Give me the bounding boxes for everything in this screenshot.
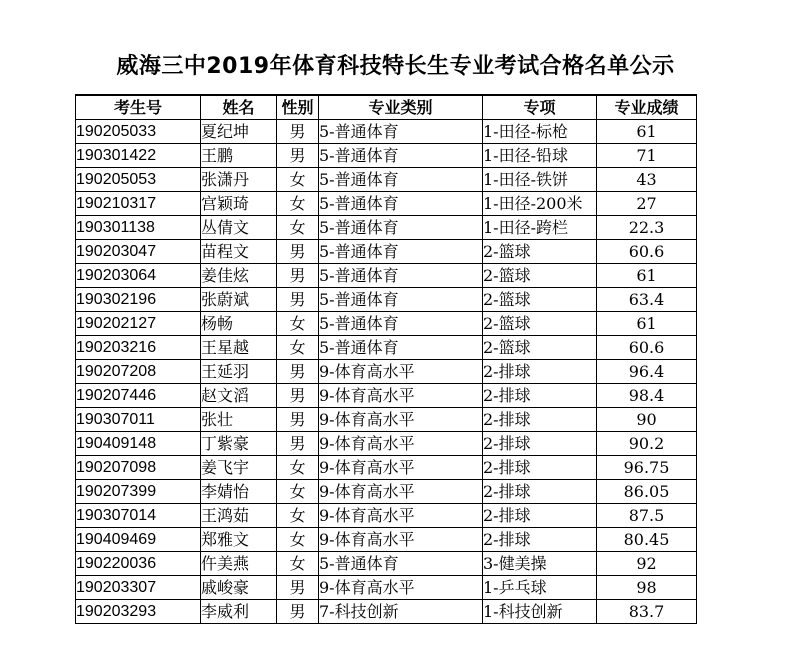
cell-category: 5-普通体育 [319, 168, 483, 192]
cell-category: 5-普通体育 [319, 216, 483, 240]
cell-exam-number: 190205053 [76, 168, 201, 192]
header-exam-number: 考生号 [76, 95, 201, 120]
table-row [76, 384, 697, 408]
cell-name: 王星越 [201, 336, 277, 360]
table-row [76, 552, 697, 576]
cell-category: 9-体育高水平 [319, 408, 483, 432]
cell-score: 87.5 [597, 504, 697, 528]
cell-name: 李威利 [201, 600, 277, 624]
cell-sex: 男 [277, 408, 319, 432]
cell-name: 戚峻豪 [201, 576, 277, 600]
cell-specialty: 3-健美操 [483, 552, 597, 576]
header-specialty: 专项 [483, 95, 597, 120]
cell-name: 丛倩文 [201, 216, 277, 240]
cell-specialty: 2-篮球 [483, 288, 597, 312]
cell-name: 赵文滔 [201, 384, 277, 408]
cell-specialty: 2-排球 [483, 408, 597, 432]
cell-sex: 女 [277, 552, 319, 576]
header-category: 专业类别 [319, 95, 483, 120]
table-row [76, 480, 697, 504]
cell-exam-number: 190207399 [76, 480, 201, 504]
cell-exam-number: 190210317 [76, 192, 201, 216]
table-row [76, 240, 697, 264]
cell-specialty: 1-田径-200米 [483, 192, 597, 216]
cell-name: 丁紫豪 [201, 432, 277, 456]
cell-name: 张壮 [201, 408, 277, 432]
cell-name: 姜佳炫 [201, 264, 277, 288]
cell-name: 杨畅 [201, 312, 277, 336]
header-score: 专业成绩 [597, 95, 697, 120]
cell-category: 5-普通体育 [319, 240, 483, 264]
header-sex: 性别 [277, 95, 319, 120]
cell-specialty: 2-篮球 [483, 264, 597, 288]
cell-sex: 女 [277, 456, 319, 480]
table-row [76, 432, 697, 456]
cell-sex: 女 [277, 528, 319, 552]
cell-category: 9-体育高水平 [319, 576, 483, 600]
cell-specialty: 2-篮球 [483, 312, 597, 336]
cell-score: 60.6 [597, 336, 697, 360]
table-row [76, 168, 697, 192]
cell-category: 9-体育高水平 [319, 384, 483, 408]
cell-exam-number: 190301138 [76, 216, 201, 240]
cell-exam-number: 190307011 [76, 408, 201, 432]
cell-exam-number: 190203293 [76, 600, 201, 624]
cell-sex: 女 [277, 480, 319, 504]
cell-specialty: 1-田径-铅球 [483, 144, 597, 168]
cell-sex: 男 [277, 432, 319, 456]
cell-category: 9-体育高水平 [319, 432, 483, 456]
cell-exam-number: 190207208 [76, 360, 201, 384]
table-row [76, 216, 697, 240]
cell-sex: 女 [277, 336, 319, 360]
table-row [76, 288, 697, 312]
cell-score: 90 [597, 408, 697, 432]
table-row [76, 456, 697, 480]
cell-name: 姜飞宇 [201, 456, 277, 480]
cell-sex: 男 [277, 288, 319, 312]
cell-specialty: 2-排球 [483, 360, 597, 384]
table-body [76, 120, 697, 624]
cell-name: 夏纪坤 [201, 120, 277, 144]
cell-exam-number: 190207446 [76, 384, 201, 408]
cell-name: 宫颖琦 [201, 192, 277, 216]
cell-category: 5-普通体育 [319, 192, 483, 216]
cell-name: 仵美燕 [201, 552, 277, 576]
cell-category: 9-体育高水平 [319, 360, 483, 384]
cell-category: 9-体育高水平 [319, 480, 483, 504]
cell-name: 郑雅文 [201, 528, 277, 552]
cell-score: 61 [597, 120, 697, 144]
cell-name: 张潇丹 [201, 168, 277, 192]
page-title: 威海三中2019年体育科技特长生专业考试合格名单公示 [116, 54, 675, 79]
cell-category: 5-普通体育 [319, 336, 483, 360]
cell-score: 61 [597, 264, 697, 288]
cell-exam-number: 190220036 [76, 552, 201, 576]
table-row [76, 120, 697, 144]
cell-name: 王鸿茹 [201, 504, 277, 528]
cell-sex: 男 [277, 576, 319, 600]
table-row [76, 600, 697, 624]
table-row [76, 576, 697, 600]
cell-specialty: 2-排球 [483, 504, 597, 528]
table-row [76, 336, 697, 360]
table-row [76, 408, 697, 432]
cell-score: 96.4 [597, 360, 697, 384]
table-row [76, 504, 697, 528]
cell-specialty: 1-科技创新 [483, 600, 597, 624]
table-header [76, 95, 697, 120]
table-row [76, 144, 697, 168]
cell-score: 83.7 [597, 600, 697, 624]
cell-sex: 男 [277, 600, 319, 624]
cell-exam-number: 190203047 [76, 240, 201, 264]
cell-score: 63.4 [597, 288, 697, 312]
cell-exam-number: 190202127 [76, 312, 201, 336]
cell-specialty: 2-排球 [483, 384, 597, 408]
table-row [76, 312, 697, 336]
cell-specialty: 1-田径-铁饼 [483, 168, 597, 192]
cell-specialty: 2-排球 [483, 528, 597, 552]
cell-name: 张蔚斌 [201, 288, 277, 312]
cell-category: 5-普通体育 [319, 120, 483, 144]
cell-exam-number: 190307014 [76, 504, 201, 528]
table-row [76, 360, 697, 384]
cell-sex: 女 [277, 216, 319, 240]
cell-category: 9-体育高水平 [319, 504, 483, 528]
table-row [76, 192, 697, 216]
cell-exam-number: 190301422 [76, 144, 201, 168]
cell-score: 96.75 [597, 456, 697, 480]
cell-exam-number: 190203216 [76, 336, 201, 360]
cell-exam-number: 190302196 [76, 288, 201, 312]
cell-specialty: 2-排球 [483, 432, 597, 456]
cell-specialty: 2-篮球 [483, 240, 597, 264]
table-row [76, 528, 697, 552]
cell-score: 61 [597, 312, 697, 336]
header-name: 姓名 [201, 95, 277, 120]
cell-name: 李婧怡 [201, 480, 277, 504]
cell-sex: 女 [277, 168, 319, 192]
cell-sex: 女 [277, 504, 319, 528]
cell-category: 9-体育高水平 [319, 456, 483, 480]
cell-exam-number: 190203064 [76, 264, 201, 288]
cell-score: 60.6 [597, 240, 697, 264]
cell-name: 王延羽 [201, 360, 277, 384]
cell-specialty: 2-排球 [483, 456, 597, 480]
cell-score: 27 [597, 192, 697, 216]
cell-name: 王鹏 [201, 144, 277, 168]
cell-sex: 男 [277, 240, 319, 264]
cell-sex: 女 [277, 192, 319, 216]
cell-category: 9-体育高水平 [319, 528, 483, 552]
cell-name: 苗程文 [201, 240, 277, 264]
cell-exam-number: 190409469 [76, 528, 201, 552]
table-row [76, 264, 697, 288]
cell-category: 5-普通体育 [319, 288, 483, 312]
cell-category: 7-科技创新 [319, 600, 483, 624]
cell-score: 98.4 [597, 384, 697, 408]
cell-specialty: 1-田径-跨栏 [483, 216, 597, 240]
cell-sex: 男 [277, 144, 319, 168]
cell-sex: 女 [277, 312, 319, 336]
cell-sex: 男 [277, 120, 319, 144]
cell-exam-number: 190205033 [76, 120, 201, 144]
cell-category: 5-普通体育 [319, 144, 483, 168]
cell-specialty: 2-排球 [483, 480, 597, 504]
cell-specialty: 1-乒乓球 [483, 576, 597, 600]
cell-sex: 男 [277, 360, 319, 384]
cell-category: 5-普通体育 [319, 552, 483, 576]
cell-sex: 男 [277, 384, 319, 408]
cell-sex: 男 [277, 264, 319, 288]
header-row [76, 95, 697, 120]
cell-score: 22.3 [597, 216, 697, 240]
cell-category: 5-普通体育 [319, 264, 483, 288]
cell-score: 92 [597, 552, 697, 576]
cell-exam-number: 190409148 [76, 432, 201, 456]
cell-score: 90.2 [597, 432, 697, 456]
cell-specialty: 1-田径-标枪 [483, 120, 597, 144]
cell-score: 80.45 [597, 528, 697, 552]
cell-category: 5-普通体育 [319, 312, 483, 336]
cell-exam-number: 190207098 [76, 456, 201, 480]
cell-score: 98 [597, 576, 697, 600]
cell-score: 86.05 [597, 480, 697, 504]
qualified-list-table [75, 94, 697, 624]
cell-score: 43 [597, 168, 697, 192]
cell-exam-number: 190203307 [76, 576, 201, 600]
cell-specialty: 2-篮球 [483, 336, 597, 360]
cell-score: 71 [597, 144, 697, 168]
